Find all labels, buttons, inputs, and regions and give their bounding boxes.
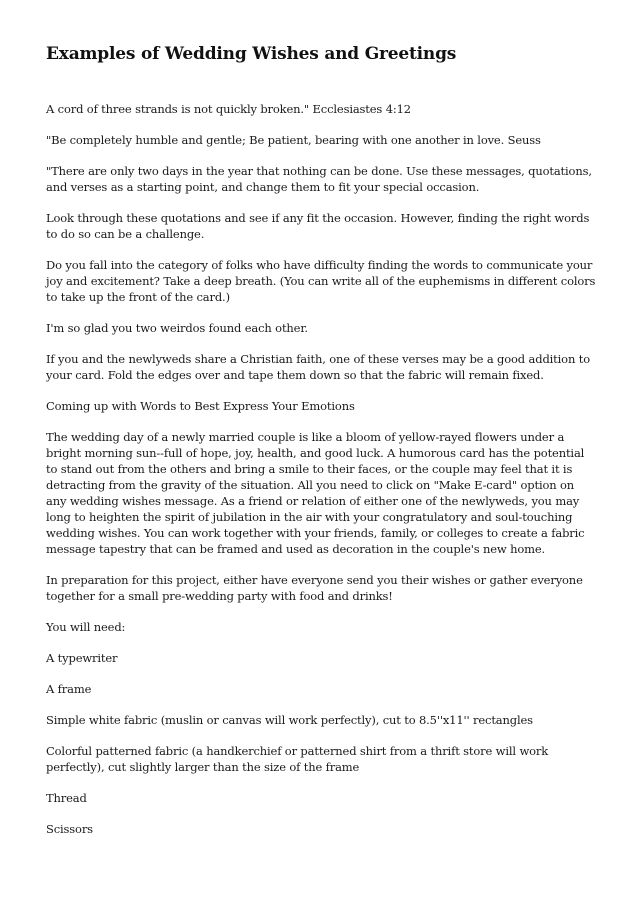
paragraph-quote-seuss: "Be completely humble and gentle; Be patient, bearing with one another in love. Seuss <box>46 133 541 147</box>
page-title: Examples of Wedding Wishes and Greetings <box>46 44 457 64</box>
paragraph-quote-ecclesiastes: A cord of three strands is not quickly broken." Ecclesiastes 4:12 <box>46 102 411 116</box>
document-body <box>46 101 596 837</box>
paragraph-weirdos: I'm so glad you two weirdos found each other. <box>46 321 308 335</box>
section-heading-express-emotions: Coming up with Words to Best Express Your Emotions <box>46 399 355 413</box>
list-item-thread: Thread <box>46 791 87 805</box>
list-item-scissors: Scissors <box>46 822 93 836</box>
paragraph-christian-faith: If you and the newlyweds share a Christian faith, one of these verses may be a good addition to your card. Fold the edges over and tape them down so that the fabric will remain fixed. <box>46 352 590 382</box>
paragraph-look-through: Look through these quotations and see if any fit the occasion. However, finding the right words to do so can be a challenge. <box>46 211 590 241</box>
paragraph-wedding-day: The wedding day of a newly married couple is like a bloom of yellow-rayed flowers under a bright morning sun--full of hope, joy, health, and good luck. A humorous card has the potential to stand out from the others and bring a smile to their faces, or the couple may feel that it is detracting from the gravity of the situation. All you need to click on "Make E-card" option on any wedding wishes message. As a friend or relation of either one of the newlyweds, you may long to heighten the spirit of jubilation in the air with your congratulatory and soul-touching wedding wishes. You can work together with your friends, family, or colleges to create a fabric message tapestry that can be framed and used as decoration in the couple's new home. <box>46 430 585 556</box>
paragraph-category-of-folks: Do you fall into the category of folks who have difficulty finding the words to communicate your joy and excitement? Take a deep breath. (You can write all of the euphemisms in different colors to take up the front of the card.) <box>46 258 596 304</box>
paragraph-two-days: "There are only two days in the year that nothing can be done. Use these messages, quotations, and verses as a starting point, and change them to fit your special occasion. <box>46 164 592 194</box>
list-item-white-fabric: Simple white fabric (muslin or canvas will work perfectly), cut to 8.5''x11'' rectangles <box>46 713 533 727</box>
list-item-patterned-fabric: Colorful patterned fabric (a handkerchief or patterned shirt from a thrift store will work perfectly), cut slightly larger than the size of the frame <box>46 744 549 774</box>
list-item-typewriter: A typewriter <box>46 651 118 665</box>
list-intro-you-will-need: You will need: <box>46 620 126 634</box>
paragraph-preparation: In preparation for this project, either have everyone send you their wishes or gather everyone together for a small pre-wedding party with food and drinks! <box>46 573 583 603</box>
document-page <box>46 40 596 852</box>
list-item-frame: A frame <box>46 682 92 696</box>
